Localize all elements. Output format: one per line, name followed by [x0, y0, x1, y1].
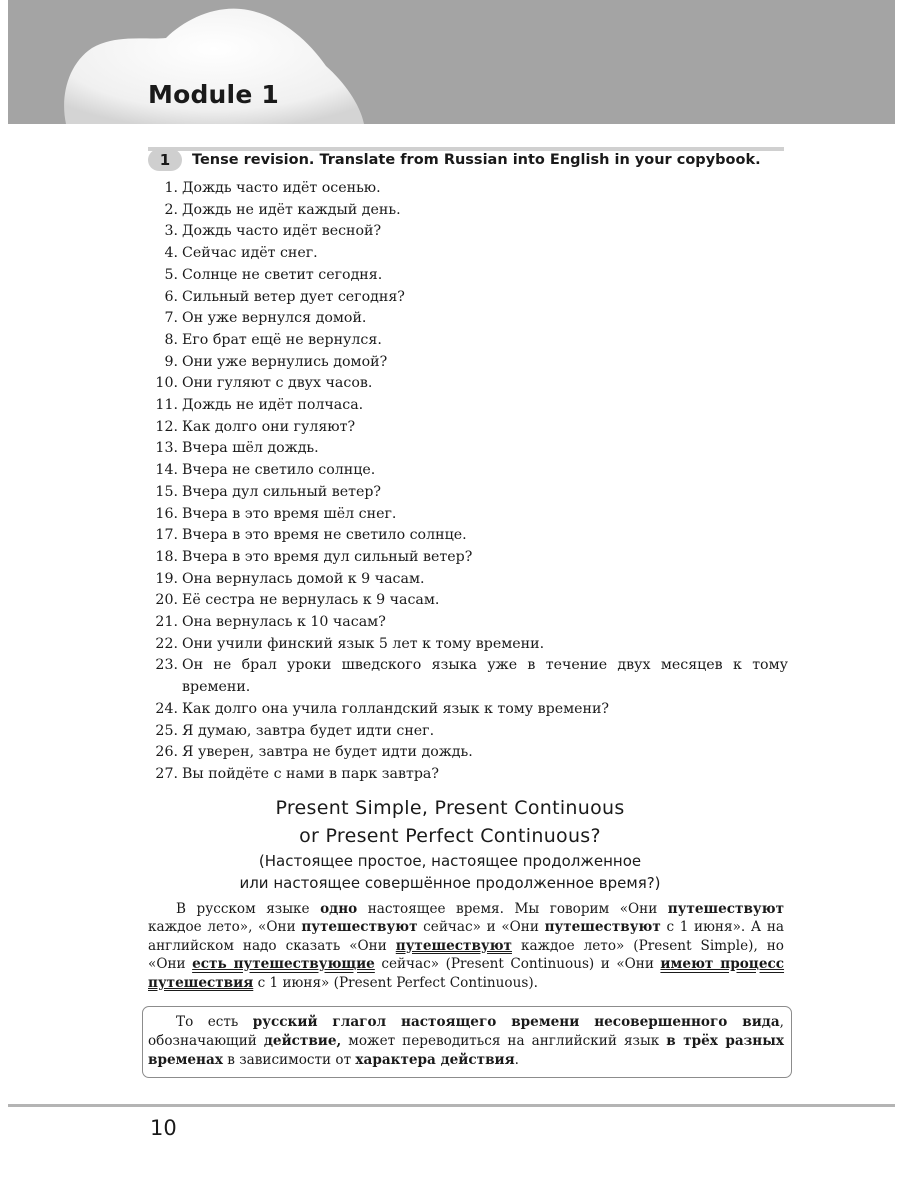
paragraph-underlined: имеют процесс путешествия [148, 956, 785, 991]
explanation-paragraph [148, 900, 784, 992]
paragraph-underlined: путешествуют [395, 937, 512, 954]
sentence-text: Солнце не светит сегодня. [182, 266, 383, 283]
sentence-number: 8. [164, 331, 178, 348]
sentence-number: 3. [164, 223, 178, 240]
sentence-text: Дождь часто идёт весной? [182, 223, 382, 240]
sentence-number: 12. [155, 418, 178, 435]
sentence-number: 15. [155, 483, 178, 500]
sentence-text: Вчера не светило солнце. [182, 462, 376, 479]
sentence-text: Как долго они гуляют? [182, 418, 356, 435]
page-number: 10 [150, 1116, 177, 1140]
section-title-line-2: or Present Perfect Continuous? [299, 825, 601, 847]
sentence-text: Она вернулась к 10 часам? [182, 614, 386, 631]
sentence-number: 17. [155, 527, 178, 544]
sentence-item [140, 395, 788, 417]
sentence-item [140, 655, 788, 698]
sentence-number: 16. [155, 505, 178, 522]
sentence-number: 25. [155, 722, 178, 739]
sentence-number: 9. [164, 353, 178, 370]
sentence-item [140, 373, 788, 395]
sentence-text: Как долго она учила голландский язык к тому времени? [182, 700, 610, 717]
sentence-item [140, 178, 788, 200]
sentence-number: 19. [155, 570, 178, 587]
sentence-number: 24. [155, 700, 178, 717]
note-bold: характера действия [355, 1052, 515, 1068]
sentence-number: 21. [155, 614, 178, 631]
sentence-text: Сейчас идёт снег. [182, 245, 318, 262]
sentence-item [140, 308, 788, 330]
sentence-item [140, 243, 788, 265]
sentence-item [140, 482, 788, 504]
sentence-text: Они уже вернулись домой? [182, 353, 388, 370]
sentence-text: Дождь не идёт каждый день. [182, 201, 401, 218]
sentence-text: Вчера в это время не светило солнце. [182, 527, 467, 544]
sentence-item [140, 634, 788, 656]
sentence-number: 27. [155, 765, 178, 782]
sentence-text: Она вернулась домой к 9 часам. [182, 570, 425, 587]
sentence-text: Её сестра не вернулась к 9 часам. [182, 592, 440, 609]
sentence-item [140, 504, 788, 526]
note-text: , обозначающий [148, 1014, 784, 1049]
module-header-band [8, 0, 895, 124]
sentence-text: Вчера дул сильный ветер? [182, 483, 382, 500]
sentence-text: Вы пойдёте с нами в парк завтра? [182, 765, 439, 782]
sentence-number: 11. [155, 397, 178, 414]
note-text: . [514, 1052, 519, 1068]
sentence-number: 2. [164, 201, 178, 218]
rule-note-text [148, 1013, 784, 1070]
note-text: То есть [176, 1014, 253, 1030]
sentence-number: 4. [164, 245, 178, 262]
sentence-number: 26. [155, 744, 178, 761]
sentence-text: Они гуляют с двух часов. [182, 375, 373, 392]
paragraph-bold: путешествуют [544, 919, 661, 936]
sentence-item [140, 764, 788, 786]
sentence-item [140, 200, 788, 222]
sentence-item [140, 352, 788, 374]
paragraph-bold: путешествуют [667, 901, 784, 917]
sentence-number: 22. [155, 635, 178, 652]
sentence-number: 18. [155, 548, 178, 565]
sentence-item [140, 547, 788, 569]
paragraph-text: сейчас» и «Они [417, 919, 545, 936]
note-bold: русский глагол настоящего времени несовершенного вида [252, 1014, 780, 1030]
sentence-number: 14. [155, 462, 178, 479]
sentence-text: Я думаю, завтра будет идти снег. [182, 722, 435, 739]
note-bold: в трёх разных временах [148, 1033, 784, 1068]
note-text: в зависимости от [222, 1052, 356, 1068]
sentence-item [140, 265, 788, 287]
sentence-item [140, 287, 788, 309]
cloud-decoration [8, 0, 895, 124]
sentence-number: 10. [155, 375, 178, 392]
section-title-line-1: Present Simple, Present Continuous [275, 797, 625, 819]
sentence-text: Дождь не идёт полчаса. [182, 397, 364, 414]
section-title [170, 794, 730, 850]
sentence-item [140, 721, 788, 743]
sentence-item [140, 460, 788, 482]
module-title: Module 1 [148, 80, 279, 109]
sentence-item [140, 569, 788, 591]
paragraph-text: В русском языке [176, 901, 321, 917]
sentence-text: Вчера шёл дождь. [182, 440, 319, 457]
sentence-text: Я уверен, завтра не будет идти дождь. [182, 744, 473, 761]
sentence-item [140, 590, 788, 612]
paragraph-text: настоящее время. Мы говорим «Они [357, 901, 668, 917]
exercise-instruction: Tense revision. Translate from Russian into English in your copybook. [192, 152, 761, 168]
sentence-text: Дождь часто идёт осенью. [182, 180, 381, 196]
sentence-number: 13. [155, 440, 178, 457]
section-subtitle-line-1: (Настоящее простое, настоящее продолженное [258, 852, 642, 870]
sentence-number: 20. [155, 592, 178, 609]
sentence-text: Он не брал уроки шведского языка уже в течение двух месяцев к тому времени. [182, 657, 788, 696]
sentence-number: 6. [164, 288, 178, 305]
sentence-item [140, 417, 788, 439]
sentence-number: 5. [164, 266, 178, 283]
paragraph-text: с 1 июня». А на английском надо сказать «Они [148, 919, 785, 954]
note-text: может переводиться на английский язык [341, 1033, 667, 1049]
paragraph-text: с 1 июня» (Present Perfect Continuous). [253, 974, 538, 991]
paragraph-bold: одно [320, 901, 358, 917]
paragraph-bold: путешествуют [301, 919, 418, 936]
sentence-text: Вчера в это время шёл снег. [182, 505, 397, 522]
section-subtitle [170, 850, 730, 894]
sentence-item [140, 221, 788, 243]
sentence-item [140, 742, 788, 764]
paragraph-text: каждое лето» (Present Simple), но «Они [148, 937, 784, 973]
sentence-number: 23. [155, 657, 178, 674]
sentence-list [140, 178, 788, 786]
footer-rule [8, 1104, 895, 1107]
exercise-header [148, 147, 784, 175]
sentence-item [140, 699, 788, 721]
sentence-text: Он уже вернулся домой. [182, 310, 367, 327]
sentence-number: 7. [164, 310, 178, 327]
paragraph-underlined: есть путешествующие [192, 956, 375, 973]
paragraph-text: сейчас» (Present Continuous) и «Они [374, 956, 661, 973]
sentence-number: 1. [164, 180, 178, 196]
sentence-text: Его брат ещё не вернулся. [182, 331, 382, 348]
sentence-item [140, 525, 788, 547]
sentence-text: Вчера в это время дул сильный ветер? [182, 548, 473, 565]
sentence-item [140, 330, 788, 352]
sentence-text: Сильный ветер дует сегодня? [182, 288, 405, 305]
sentence-item [140, 612, 788, 634]
paragraph-text: каждое лето», «Они [148, 919, 302, 936]
exercise-number-badge: 1 [148, 149, 182, 171]
sentence-item [140, 438, 788, 460]
section-subtitle-line-2: или настоящее совершённое продолженное время?) [239, 874, 661, 892]
sentence-text: Они учили финский язык 5 лет к тому времени. [182, 635, 545, 652]
note-bold: действие, [263, 1033, 342, 1049]
